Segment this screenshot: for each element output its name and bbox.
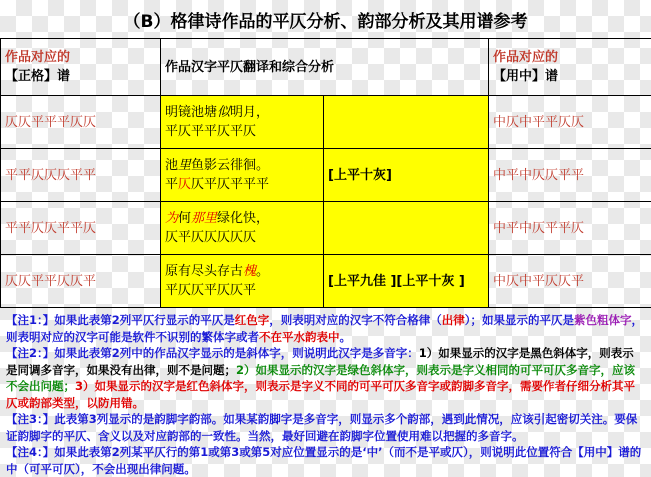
zhengge-cell: 平平仄仄平平仄	[1, 202, 161, 255]
table-row	[1, 202, 651, 255]
header-zhengge-line2: 【正格】谱	[5, 67, 156, 86]
text-cell	[161, 255, 324, 308]
text-line-chars	[165, 156, 319, 175]
note-emphasis: 出律	[442, 313, 465, 327]
zhengge-cell: 平平仄仄仄平平	[1, 149, 161, 202]
note-emphasis: 3）如果显示的汉字是红色斜体字，则表示是字义不同的可平可仄多音字或韵脚多音字，需要作者仔细分析其平仄或韵部类型，以防用错。	[6, 379, 635, 410]
note-emphasis: 1）如果显示的汉字是黑色斜体字，则表示是同调多音字，如果没有出律，则不是问题；	[6, 346, 634, 377]
page-title: （B）格律诗作品的平仄分析、韵部分析及其用谱参考	[0, 0, 651, 38]
polyphone-char-red: 那里	[191, 211, 217, 226]
note-3: 【注3：】此表第3列显示的是韵脚字韵部。如果某韵脚字是多音字，则显示多个韵部，遇到此情况，应该引起密切关注。要保证韵脚字的平仄、含义以及对应韵部的一致性。当然，最好回避在韵脚字位置使用难以把握的多音字。	[6, 411, 645, 444]
text-segment: 。	[256, 264, 269, 279]
header-analysis: 作品汉字平仄翻译和综合分析	[161, 39, 489, 96]
text-segment: 明镜池塘	[165, 105, 217, 120]
note-text: 【注1：】如果此表第2列平仄行显示的平仄是	[6, 313, 235, 327]
header-zhengge	[1, 39, 161, 96]
text-line-tones: 平仄仄平仄仄平	[165, 281, 319, 300]
polyphone-char: 里	[178, 158, 191, 173]
text-segment: 池	[165, 158, 178, 173]
notes-panel	[0, 310, 651, 476]
text-line-chars	[165, 103, 319, 122]
yongzhong-cell: 中仄中平仄仄平	[489, 255, 651, 308]
table-row	[1, 255, 651, 308]
table-header-row	[1, 39, 651, 96]
text-line-tones	[165, 175, 319, 194]
text-cell	[161, 96, 324, 149]
text-segment: 原有尽头存古	[165, 264, 243, 279]
rhyme-cell: [上平十灰]	[324, 149, 489, 202]
table-row	[1, 96, 651, 149]
text-segment: 何	[178, 211, 191, 226]
yongzhong-cell: 中平中仄平平仄	[489, 202, 651, 255]
zhengge-cell: 仄仄平平仄仄平	[1, 255, 161, 308]
rhyme-cell: [上平九佳 ][上平十灰 ]	[324, 255, 489, 308]
note-emphasis: 红色字	[235, 313, 270, 327]
text-cell	[161, 149, 324, 202]
text-segment: 鱼影云徘徊。	[191, 158, 269, 173]
note-text: ，则表明对应的汉字可能是软件不识别的繁体字或者	[6, 313, 643, 344]
text-line-tones: 仄平仄仄仄仄仄	[165, 228, 319, 247]
table-row	[1, 149, 651, 202]
note-4: 【注4：】如果此表第2列某平仄行的第1或第3或第5对应位置显示的是‘中’（而不是平或仄），则说明此位置符合【用中】谱的中（可平可仄），不会出现出律问题。	[6, 444, 645, 477]
note-emphasis: 紫色粗体字	[574, 313, 632, 327]
text-line-chars	[165, 262, 319, 281]
yongzhong-cell: 中仄中平平仄仄	[489, 96, 651, 149]
text-segment: 明月，	[230, 105, 269, 120]
header-yongzhong	[489, 39, 651, 96]
text-segment: 绿化快，	[217, 211, 269, 226]
text-cell	[161, 202, 324, 255]
header-yongzhong-line2: 【用中】谱	[493, 67, 647, 86]
polyphone-char: 似	[217, 105, 230, 120]
tone-segment: 平	[165, 177, 178, 192]
note-2	[6, 345, 645, 411]
text-line-chars	[165, 209, 319, 228]
analysis-table	[0, 38, 651, 308]
note-emphasis: 2）如果显示的汉字是绿色斜体字，则表示是字义相同的可平可仄多音字，应该不会出问题；	[6, 363, 635, 394]
zhengge-cell: 仄仄平平平仄仄	[1, 96, 161, 149]
note-text: ）；如果显示的平仄是	[465, 313, 574, 327]
header-yongzhong-line1: 作品对应的	[493, 48, 647, 67]
rhyme-cell	[324, 96, 489, 149]
polyphone-char-red: 为	[165, 211, 178, 226]
polyphone-char-red: 槐	[243, 264, 256, 279]
note-emphasis: 不在平水韵表中	[259, 330, 340, 344]
out-of-rule-tone: 仄	[178, 177, 191, 192]
yongzhong-cell: 中平中仄仄平平	[489, 149, 651, 202]
note-text: 。	[340, 330, 352, 344]
text-line-tones: 平仄平平仄平仄	[165, 122, 319, 141]
header-zhengge-line1: 作品对应的	[5, 48, 156, 67]
rhyme-cell	[324, 202, 489, 255]
note-text: ，则表明对应的汉字不符合格律（	[269, 313, 442, 327]
tone-segment: 仄平仄平平平	[191, 177, 269, 192]
note-1	[6, 312, 645, 345]
note-text: 【注2：】如果此表第2列中的作品汉字显示的是斜体字，则说明此汉字是多音字：	[6, 346, 419, 360]
